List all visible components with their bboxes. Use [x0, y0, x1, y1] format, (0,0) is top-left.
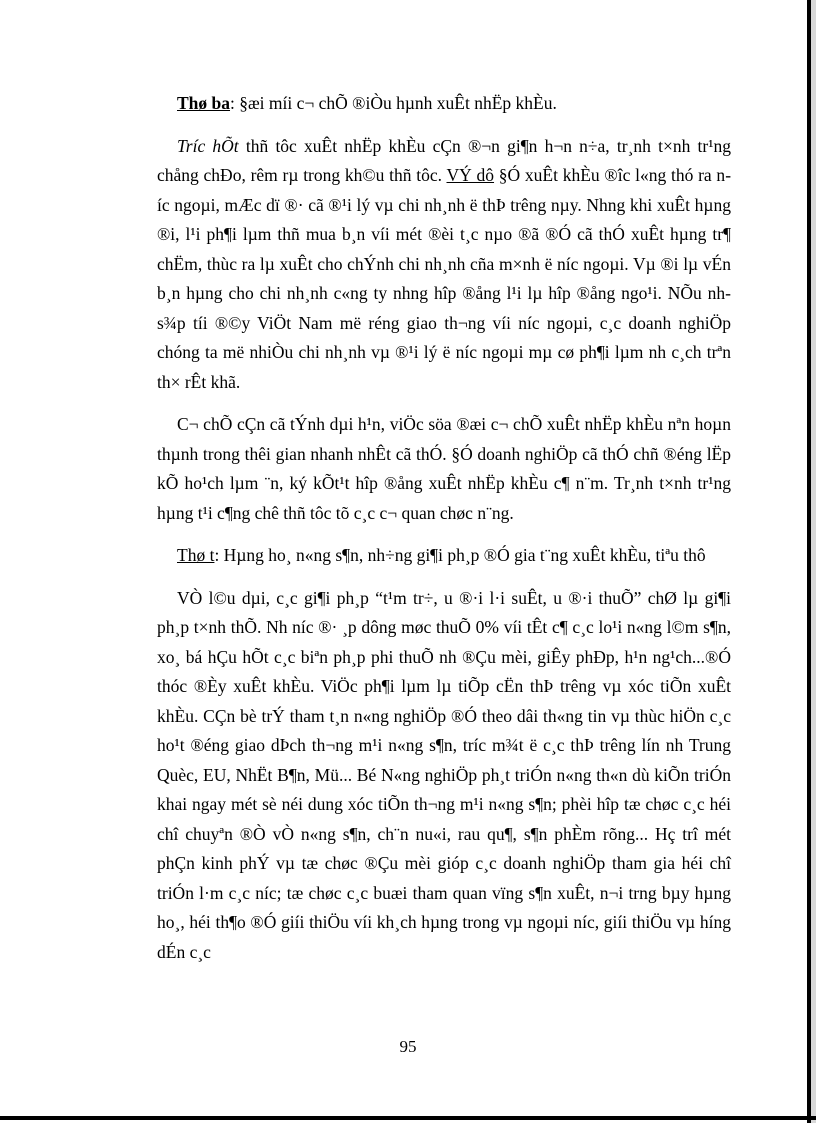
section-three-label: Thø ba — [177, 93, 231, 113]
page-border-bottom — [0, 1116, 816, 1120]
paragraph-1 — [157, 132, 731, 398]
paragraph-3: VÒ l©u dµi, c¸c gi¶i ph¸p “t¹m tr÷, u ®·i l·i suÊt, u ®·i thuÕ” chØ lµ gi¶i ph¸p t×nh thÕ. Nh níc ®· ¸p dông møc thuÕ 0% víi tÊt c¶ c¸c lo¹i n«ng l©m s¶n, xo¸ bá hÇu hÕt c¸c biªn ph¸p phi thuÕ nh ®Çu mèi, giÊy phÐp, h¹n ng¹ch...®Ó thóc ®Èy xuÊt khÈu. ViÖc ph¶i lµm lµ tiÕp cËn thÞ trêng vµ xóc tiÕn xuÊt khÈu. CÇn bè trÝ tham t¸n n«ng nghiÖp ®Ó theo dâi th«ng tin vµ thùc hiÖn c¸c ho¹t ®éng giao dÞch th¬ng m¹i n«ng s¶n, tríc m¾t ë c¸c thÞ trêng lín nh Trung Quèc, EU, NhËt B¶n, Mü... Bé N«ng nghiÖp ph¸t triÓn n«ng th«n dù kiÕn triÓn khai ngay mét sè néi dung xóc tiÕn th¬ng m¹i n«ng s¶n; phèi hîp tæ chøc c¸c héi chî chuyªn ®Ò vÒ n«ng s¶n, ch¨n nu«i, rau qu¶, s¶n phÈm rõng... Hç trî mét phÇn kinh phÝ vµ tæ chøc ®Çu mèi gióp c¸c doanh nghiÖp tham gia héi chî triÓn l·m c¸c níc; tæ chøc c¸c buæi tham quan vïng s¶n xuÊt, n¬i trng bµy hµng ho¸, héi th¶o ®Ó giíi thiÖu víi kh¸ch hµng trong vµ ngoµi níc, giíi thiÖu vµ híng dÉn c¸c — [157, 587, 731, 962]
paragraph-1-lead: Tríc hÕt — [177, 135, 239, 156]
document-body — [157, 89, 731, 967]
paragraph-1-text-b: §Ó xuÊt khÈu ®îc l«ng thó ra níc ngoµi, mÆc dï ®· cã ®¹i lý vµ chi nh¸nh ë thÞ trêng nµy. Nhng khi xuÊt hµng ®i, l¹i ph¶i lµm thñ mua b¸n víi mét ®èi t¸c nµo ®ã ®Ó cã thÓ xuÊt hµng tr¶ chËm, thùc ra lµ xuÊt cho chÝnh chi nh¸nh cña m×nh ë níc ngoµi. Vµ ®i lµ vÉn b¸n hµng cho chi nh¸nh c«ng ty nhng hîp ®ång l¹i lµ hîp ®ång ngo¹i. NÕu nh s¾p tíi ®©y ViÖt Nam më réng giao th¬ng víi níc ngoµi, c¸c doanh nghiÖp chóng ta më nhiÒu chi nh¸nh vµ ®¹i lý ë níc ngoµi mµ cø ph¶i lµm nh c¸ch trªn th× rÊt khã. — [157, 165, 732, 392]
paragraph-1-example: VÝ dô — [446, 165, 495, 185]
section-four-heading — [157, 541, 731, 571]
page-shadow — [811, 0, 816, 1123]
section-three-heading — [157, 89, 731, 119]
paragraph-2: C¬ chÕ cÇn cã tÝnh dµi h¹n, viÖc söa ®æi c¬ chÕ xuÊt nhËp khÈu nªn hoµn thµnh trong thêi gian nhanh nhÊt cã thÓ. §Ó doanh nghiÖp cã thÓ chñ ®éng lËp kÕ ho¹ch lµm ¨n, ký kÕt¹t hîp ®ång xuÊt nhËp khÈu c¶ n¨m. Tr¸nh t×nh tr¹ng hµng t¹i c¶ng chê thñ tôc tõ c¸c c¬ quan chøc n¨ng. — [157, 414, 731, 523]
page-number: 95 — [399, 1037, 417, 1056]
section-four-title: : Hµng ho¸ n«ng s¶n, nh÷ng gi¶i ph¸p ®Ó gia t¨ng xuÊt khÈu, tiªu thô — [214, 545, 706, 565]
page-border-right — [807, 0, 811, 1123]
paragraph-1-text-a: thñ tôc xuÊt nhËp khÈu cÇn ®¬n gi¶n h¬n n÷a, tr¸nh t×nh tr¹ng chång chÐo, rêm rµ trong kh©u thñ tôc. — [157, 135, 731, 185]
section-four-label: Thø t — [177, 545, 215, 565]
section-three-title: : §æi míi c¬ chÕ ®iÒu hµnh xuÊt nhËp khÈu. — [230, 93, 557, 113]
